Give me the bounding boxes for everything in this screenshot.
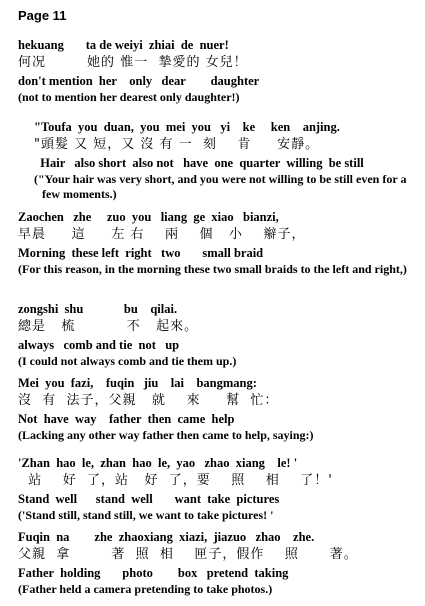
gloss-line: Hair also short also not have one quarter willing be still (34, 156, 364, 170)
translation-line: (not to mention her dearest only daughter!) (18, 90, 240, 104)
page-number: Page 11 (18, 8, 67, 23)
pinyin-line: "Toufa you duan, you mei you yi ke ken anjing. (34, 120, 340, 134)
translation-line: (Father held a camera pretending to take photos.) (18, 582, 273, 596)
chinese-line: 總是 梳 不 起來。 (18, 319, 199, 334)
pinyin-line: zongshi shu bu qilai. (18, 302, 178, 316)
chinese-line: 父親 拿 著 照 相 匣子，假作 照 著。 (18, 547, 358, 562)
chinese-line: "頭髮 又 短，又 沒 有 一 刻 肯 安靜。 (34, 137, 320, 152)
chinese-line: 沒 有 法子，父親 就 來 幫 忙： (18, 393, 279, 408)
gloss-line: always comb and tie not up (18, 338, 180, 352)
stanza-1 (18, 36, 413, 105)
translation-line: ('Stand still, stand still, we want to take pictures! ' (18, 508, 274, 522)
translation-line: ("Your hair was very short, and you were not willing to be still even for a few moments.) (34, 172, 407, 201)
translation-line: (I could not always comb and tie them up.) (18, 354, 237, 368)
pinyin-line: Zaochen zhe zuo you liang ge xiao bianzi, (18, 210, 279, 224)
gloss-line: don't mention her only dear daughter (18, 74, 260, 88)
gloss-line: Stand well stand well want take pictures (18, 492, 280, 506)
stanza-7 (18, 528, 413, 597)
chinese-line: 早晨 這 左 右 兩 個 小 辮子， (18, 227, 306, 242)
translation-line: (Lacking any other way father then came to help, saying:) (18, 428, 314, 442)
pinyin-line: Mei you fazi, fuqin jiu lai bangmang: (18, 376, 257, 390)
stanza-4 (18, 300, 413, 369)
gloss-line: Morning these left right two small braid (18, 246, 264, 260)
pinyin-line: Fuqin na zhe zhaoxiang xiazi, jiazuo zhao zhe. (18, 530, 315, 544)
stanza-3 (18, 208, 413, 277)
chinese-line: 何况 她的 惟一 摯愛的 女兒！ (18, 55, 248, 70)
stanza-5 (18, 374, 413, 443)
chinese-line: 站 好 了，站 好 了，要 照 相 了！' (18, 473, 333, 488)
gloss-line: Not have way father then came help (18, 412, 235, 426)
gloss-line: Father holding photo box pretend taking (18, 566, 289, 580)
pinyin-line: 'Zhan hao le, zhan hao le, yao zhao xiang le! ' (18, 456, 298, 470)
stanza-2 (34, 118, 414, 202)
translation-line: (For this reason, in the morning these two small braids to the left and right,) (18, 262, 407, 276)
pinyin-line: hekuang ta de weiyi zhiai de nuer! (18, 38, 229, 52)
stanza-6 (18, 454, 413, 523)
